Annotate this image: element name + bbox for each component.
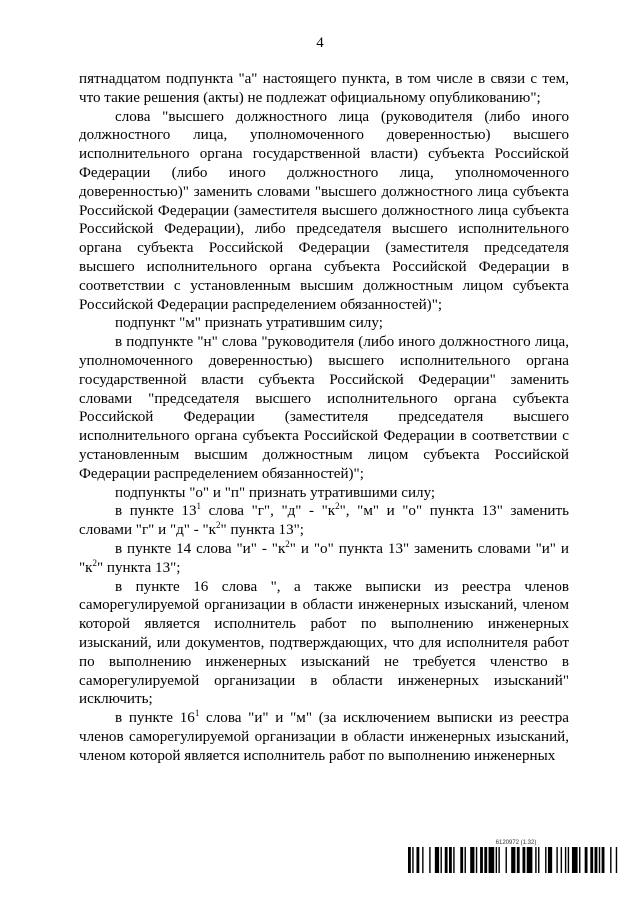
superscript: 1 [196,501,202,512]
paragraph-point-14 [79,540,569,578]
barcode-bar [416,847,419,873]
barcode-bar [568,847,569,873]
barcode-bar [556,847,557,873]
barcode-bar [408,847,411,873]
barcode-bar [561,847,562,873]
barcode-bar [429,847,430,873]
barcode-bar [548,847,552,873]
barcode-bar [470,847,474,873]
barcode-bar [616,847,617,873]
barcode-bar [511,847,515,873]
superscript: 2 [335,501,340,512]
text-run: ", "м" и "о" пункта 13" заменить словами "г" и "д" - "к [79,503,569,539]
barcode-bar [422,847,423,873]
barcode-bar [435,847,439,873]
text-run: в пункте 14 слова "и" - "к [115,540,286,557]
barcode-bar [476,847,477,873]
document-body [79,70,569,765]
barcode-bar [496,847,497,873]
paragraph-point-16: в пункте 16 слова ", а также выписки из реестра членов саморегулируемой организации в области инженерных изысканий, членом которой является исполнитель работ по выполнению инженерных изысканий, или документов, подтверждающих, что для исполнителя работ по выполнению инженерных изысканий не требуется членство в саморегулируемой организации в области инженерных изысканий" исключить; [79,578,569,708]
barcode-bar [565,847,566,873]
paragraph-continuation: пятнадцатом подпункта "а" настоящего пункта, в том числе в связи с тем, что такие решения (акты) не подлежат официальному опубликованию"; [79,71,569,106]
barcode-bar [445,847,448,873]
barcode-bar [412,847,413,873]
barcode-bar [585,847,588,873]
barcode-bar [506,847,507,873]
paragraph-point-13-1 [79,502,569,540]
superscript: 1 [194,708,200,719]
barcode-bar [579,847,580,873]
paragraph-subpoints-o-p: подпункты "о" и "п" признать утратившими силу; [115,484,436,501]
text-run: в пункте 16 [115,710,195,727]
barcode-bar [535,847,536,873]
barcode-bar [484,847,487,873]
paragraph-subpoint-m: подпункт "м" признать утратившим силу; [115,315,383,332]
barcode-bar [610,847,611,873]
paragraph-subpoint-n: в подпункте "н" слова "руководителя (либо иного должностного лица, уполномоченного доверенностью) высшего исполнительного органа государственной власти субъекта Российской Федерации" заменить словами "председателя высшего исполнительного органа субъекта Российской Федерации (заместителя председателя высшего исполнительного органа субъекта Российской Федерации в соответствии с установленным высшим должностным лицом субъекта Российской Федерации распределением обязанностей)"; [79,334,569,482]
text-run: слова "г", "д" - "к [201,503,336,520]
text-run: слова "и" и "м" (за исключением выписки из реестра членов саморегулируемой организации в области инженерных изысканий, членом которой является исполнитель работ по выполнению инженерных [79,710,569,764]
barcode-bar [599,847,600,873]
barcode-bar [602,847,605,873]
barcode-bar [453,847,454,873]
paragraph-point-16-1 [79,709,569,765]
barcode-bar [590,847,593,873]
barcode-bar [527,847,533,873]
barcode-bar [572,847,578,873]
barcode-bar [522,847,525,873]
paragraph-replace-official-words: слова "высшего должностного лица (руководителя (либо иного должностного лица, уполномоченного доверенностью) высшего исполнительного органа государственной власти) субъекта Российской Федерации (либо иного должностного лица, уполномоченного доверенностью)" заменить словами "высшего должностного лица субъекта Российской Федерации (заместителя высшего должностного лица субъекта Российской Федерации), либо председателя высшего исполнительного органа субъекта Российской Федерации (заместителя председателя высшего исполнительного органа субъекта Российской Федерации в соответствии с установленным высшим должностным лицом субъекта Российской Федерации распределением обязанностей)"; [79,108,569,313]
superscript: 2 [92,557,97,568]
document-code: 6120972 (1.32) [495,840,537,846]
text-run: " и "о" пункта 13" заменить словами "и" и "к [79,540,569,576]
superscript: 2 [216,520,221,531]
barcode-bar [480,847,483,873]
page-number: 4 [316,35,324,51]
barcode-bar [441,847,442,873]
barcode-bar [460,847,463,873]
barcode-bar [498,847,499,873]
barcode-bar [465,847,466,873]
barcode-bar [538,847,539,873]
barcode-bar [595,847,598,873]
barcode-bar [545,847,546,873]
barcode-bar [449,847,452,873]
text-run: в пункте 13 [115,503,197,520]
barcode [408,847,620,873]
text-run: " пункта 13"; [97,559,181,576]
barcode-bar [489,847,495,873]
superscript: 2 [285,538,290,549]
text-run: " пункта 13"; [220,522,304,539]
barcode-bar [517,847,520,873]
